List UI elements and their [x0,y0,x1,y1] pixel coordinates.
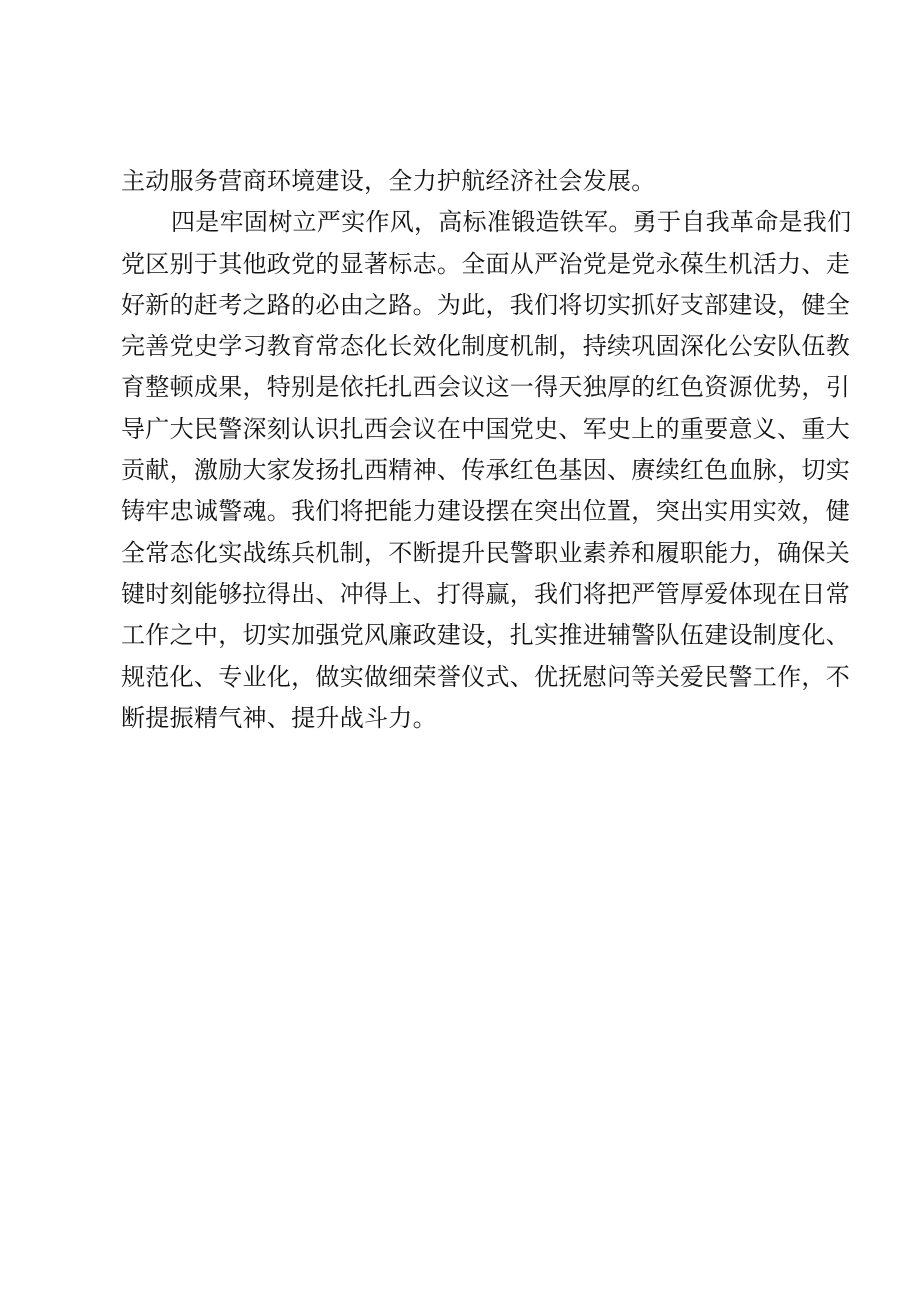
text-line: 主动服务营商环境建设，全力护航经济社会发展。 [121,167,656,195]
text-line: 好新的赶考之路的必由之路。为此，我们将切实抓好支部建设，健全 [121,290,850,319]
paragraph-first-line: 四是牢固树立严实作风，高标准锻造铁军。勇于自我革命是我们 [171,208,852,237]
text-line: 完善党史学习教育常态化长效化制度机制，持续巩固深化公安队伍教 [121,332,850,361]
text-line: 规范化、专业化，做实做细荣誉仪式、优抚慰问等关爱民警工作，不 [121,662,850,691]
text-line: 全常态化实战练兵机制，不断提升民警职业素养和履职能力，确保关 [121,538,850,567]
document-body [121,161,852,739]
text-line: 党区别于其他政党的显著标志。全面从严治党是党永葆生机活力、走 [121,249,850,278]
text-line: 铸牢忠诚警魂。我们将把能力建设摆在突出位置，突出实用实效，健 [121,497,850,526]
text-line: 导广大民警深刻认识扎西会议在中国党史、军史上的重要意义、重大 [121,414,850,443]
text-line: 贡献，激励大家发扬扎西精神、传承红色基因、赓续红色血脉，切实 [121,456,850,485]
text-line: 育整顿成果，特别是依托扎西会议这一得天独厚的红色资源优势，引 [121,373,850,402]
text-line: 工作之中，切实加强党风廉政建设，扎实推进辅警队伍建设制度化、 [121,621,850,650]
text-line: 断提振精气神、提升战斗力。 [121,703,437,732]
text-line: 键时刻能够拉得出、冲得上、打得赢，我们将把严管厚爱体现在日常 [121,579,850,608]
